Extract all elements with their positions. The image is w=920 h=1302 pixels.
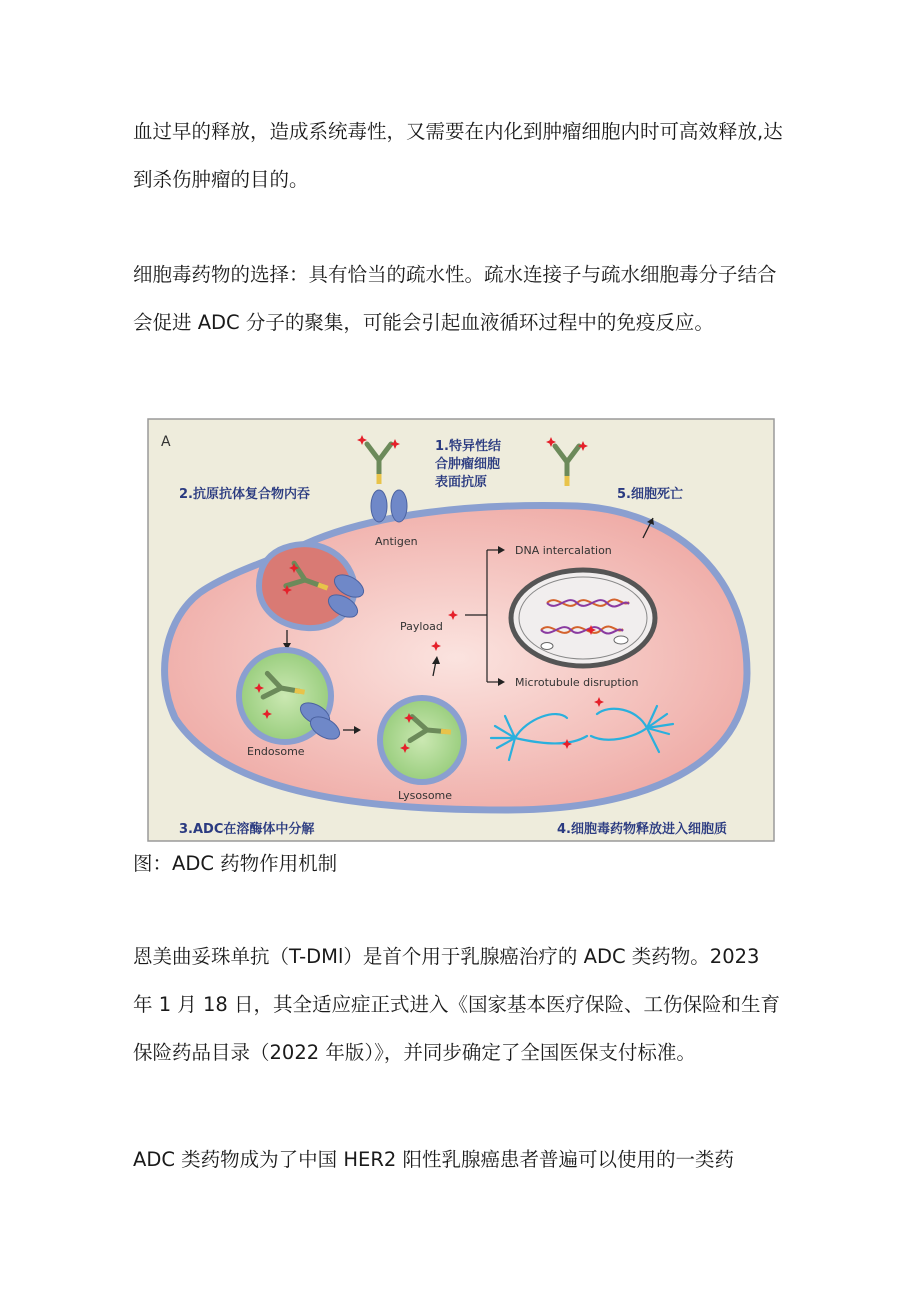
figure-caption: 图：ADC 药物作用机制: [133, 852, 338, 875]
paragraph-line: 细胞毒药物的选择：具有恰当的疏水性。疏水连接子与疏水细胞毒分子结合: [133, 263, 777, 286]
paragraph-line: 保险药品目录（2022 年版）》，并同步确定了全国医保支付标准。: [133, 1041, 696, 1064]
paragraph-line: ADC 类药物成为了中国 HER2 阳性乳腺癌患者普遍可以使用的一类药: [133, 1148, 735, 1171]
lysosome: [380, 698, 464, 782]
lysosome-label: Lysosome: [398, 789, 453, 802]
paragraph-2: [133, 251, 795, 347]
paragraph-line: 年 1 月 18 日，其全适应症正式进入《国家基本医疗保险、工伤保险和生育: [133, 993, 781, 1016]
step-4-label: 4.细胞毒药物释放进入细胞质: [557, 822, 727, 837]
paragraph-3: [133, 933, 795, 1077]
nuclear-pore: [614, 636, 628, 644]
paragraph-line: 会促进 ADC 分子的聚集，可能会引起血液循环过程中的免疫反应。: [133, 311, 714, 334]
paragraph-1: [133, 108, 795, 204]
payload-label: Payload: [400, 620, 443, 633]
paragraph-line: 恩美曲妥珠单抗（T-DMl）是首个用于乳腺癌治疗的 ADC 类药物。2023: [133, 945, 760, 968]
microtubule-disruption-label: Microtubule disruption: [515, 676, 639, 689]
adc-mechanism-figure: [147, 418, 775, 842]
endosome-label: Endosome: [247, 745, 305, 758]
adc-mechanism-diagram: [147, 418, 775, 842]
step-2-label: 2.抗原抗体复合物内吞: [179, 487, 310, 502]
paragraph-4: [133, 1136, 795, 1184]
step-1-line: 合肿瘤细胞: [435, 457, 501, 472]
dna-intercalation-label: DNA intercalation: [515, 544, 612, 557]
antigen-label: Antigen: [375, 535, 418, 548]
step-1-line: 表面抗原: [435, 475, 488, 490]
paragraph-line: 到杀伤肿瘤的目的。: [133, 168, 309, 191]
panel-letter: A: [161, 434, 171, 450]
step-5-label: 5.细胞死亡: [617, 487, 683, 502]
step-1-line: 1.特异性结: [435, 439, 501, 454]
step-3-label: 3.ADC在溶酶体中分解: [179, 822, 315, 837]
nuclear-pore: [541, 643, 553, 650]
nucleus: [511, 570, 655, 666]
paragraph-line: 血过早的释放，造成系统毒性，又需要在内化到肿瘤细胞内时可高效释放,达: [133, 120, 783, 143]
